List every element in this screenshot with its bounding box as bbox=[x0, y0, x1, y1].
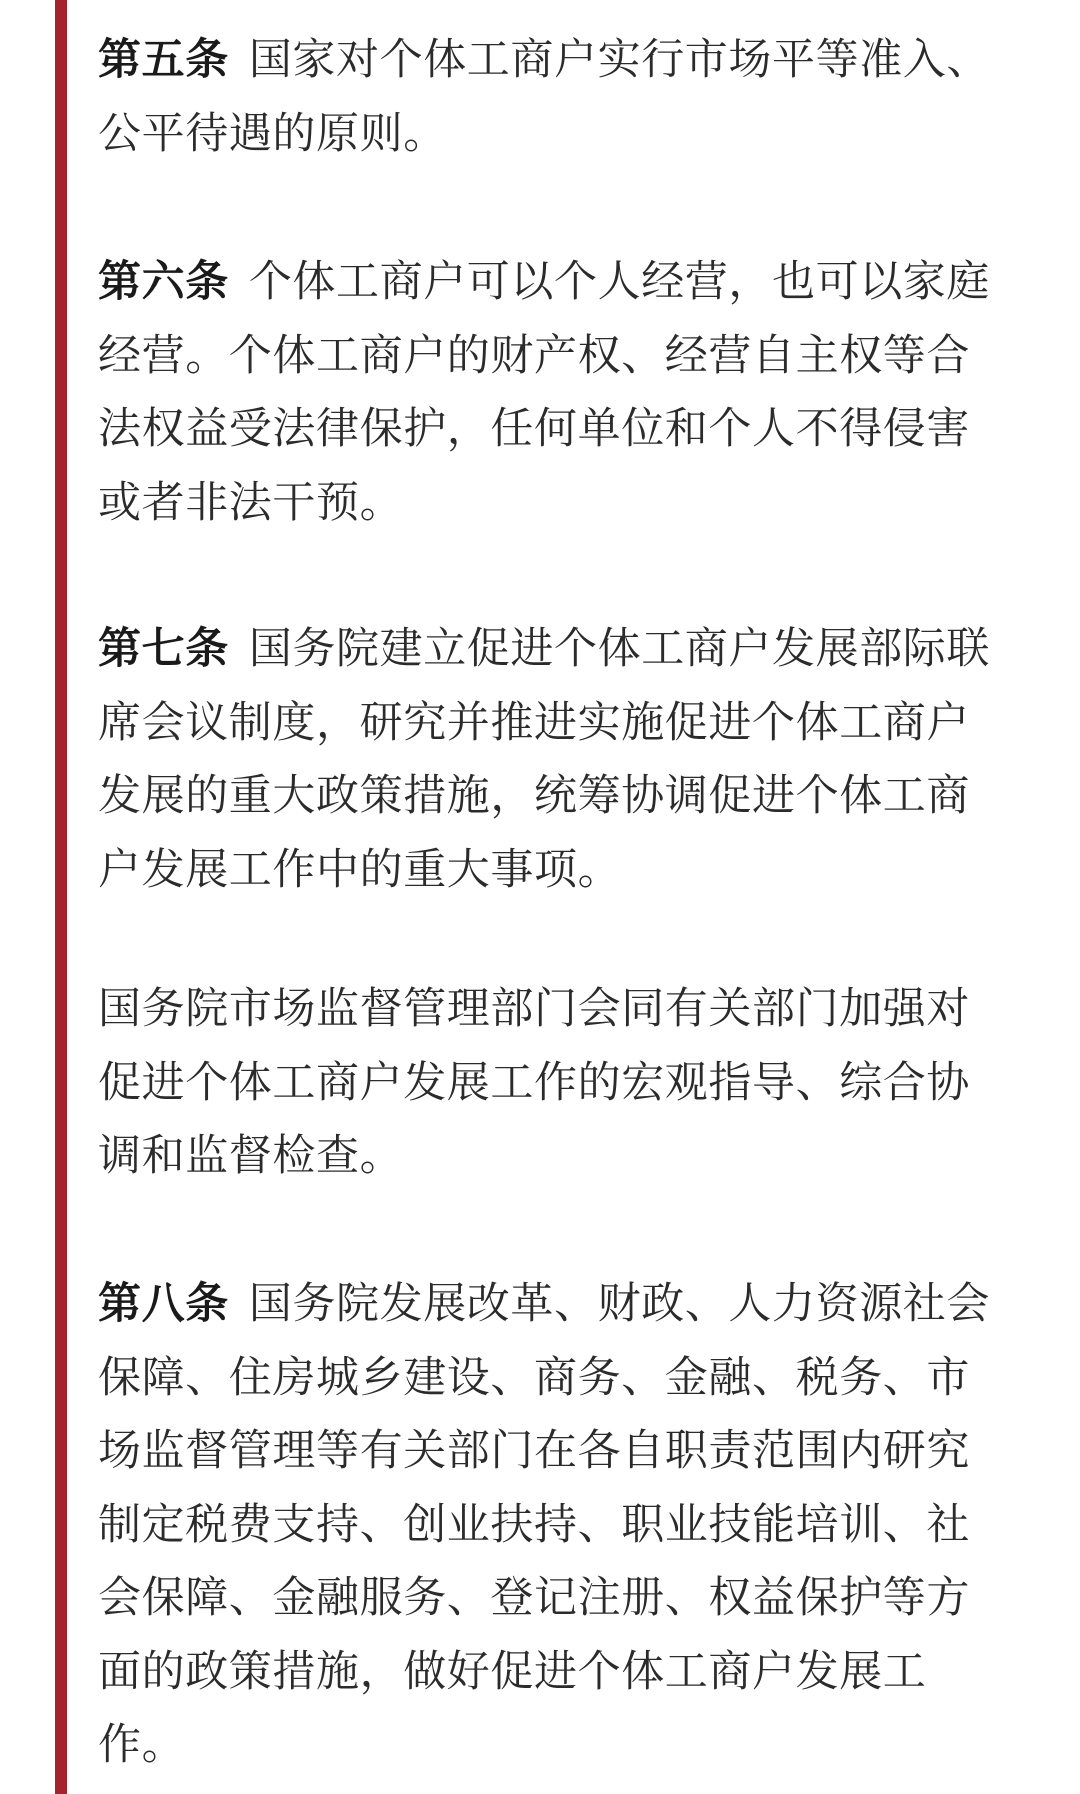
article-7-heading: 第七条 bbox=[98, 624, 229, 674]
article-8-paragraph bbox=[98, 1268, 1000, 1783]
article-5-heading: 第五条 bbox=[98, 35, 229, 85]
article-7-paragraph bbox=[98, 613, 1000, 907]
article-7-continuation-paragraph bbox=[98, 973, 1000, 1194]
article-8-text: 国务院发展改革、财政、人力资源社会保障、住房城乡建设、商务、金融、税务、市场监督管理等有关部门在各自职责范围内研究制定税费支持、创业扶持、职业技能培训、社会保障、金融服务、登记注册、权益保护等方面的政策措施，做好促进个体工商户发展工作。 bbox=[98, 1279, 991, 1770]
article-6-text: 个体工商户可以个人经营，也可以家庭经营。个体工商户的财产权、经营自主权等合法权益受法律保护，任何单位和个人不得侵害或者非法干预。 bbox=[98, 257, 991, 528]
article-6-heading: 第六条 bbox=[98, 257, 229, 307]
article-5-paragraph bbox=[98, 24, 1000, 171]
article-7-continuation-text: 国务院市场监督管理部门会同有关部门加强对促进个体工商户发展工作的宏观指导、综合协调和监督检查。 bbox=[98, 984, 970, 1181]
article-7-text: 国务院建立促进个体工商户发展部际联席会议制度，研究并推进实施促进个体工商户发展的重大政策措施，统筹协调促进个体工商户发展工作中的重大事项。 bbox=[98, 624, 991, 895]
article-5-text: 国家对个体工商户实行市场平等准入、公平待遇的原则。 bbox=[98, 35, 991, 159]
article-8-heading: 第八条 bbox=[98, 1279, 229, 1329]
article-6-paragraph bbox=[98, 246, 1000, 540]
left-accent-bar bbox=[55, 0, 67, 1794]
